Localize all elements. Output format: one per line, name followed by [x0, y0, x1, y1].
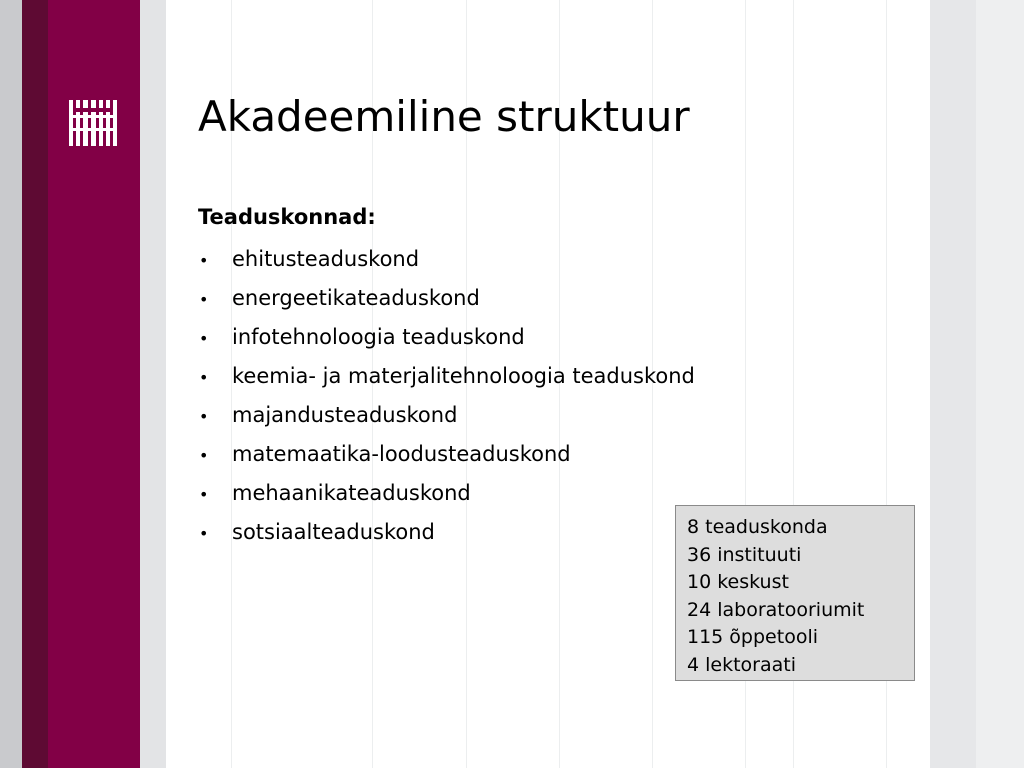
- left-light-band: [140, 0, 166, 768]
- faculty-name: majandusteaduskond: [232, 403, 458, 427]
- bullet-icon: •: [199, 368, 209, 387]
- summary-line: 10 keskust: [687, 571, 789, 593]
- bullet-icon: •: [199, 446, 209, 465]
- list-item: [198, 279, 695, 318]
- right-band-outer: [976, 0, 1024, 768]
- list-item: [198, 435, 695, 474]
- bullet-icon: •: [199, 290, 209, 309]
- summary-line: 24 laboratooriumit: [687, 598, 865, 621]
- bullet-icon: •: [199, 329, 209, 348]
- left-grey-band: [0, 0, 22, 768]
- summary-line: 115 õppetooli: [687, 626, 818, 648]
- bullet-icon: •: [199, 251, 209, 270]
- right-band-inner: [930, 0, 976, 768]
- faculty-list: [198, 240, 695, 552]
- slide-title: Akadeemiline struktuur: [198, 92, 690, 141]
- bullet-icon: •: [199, 524, 209, 543]
- list-item: [198, 396, 695, 435]
- list-item: [198, 318, 695, 357]
- summary-box: [675, 505, 915, 681]
- bullet-icon: •: [199, 485, 209, 504]
- summary-line: 8 teaduskonda: [687, 516, 828, 538]
- faculties-heading: Teaduskonnad:: [198, 205, 376, 229]
- bullet-icon: •: [199, 407, 209, 426]
- faculty-name: ehitusteaduskond: [232, 247, 420, 271]
- list-item: [198, 513, 695, 552]
- faculty-name: energeetikateaduskond: [232, 286, 480, 310]
- university-logo-icon: [69, 100, 117, 146]
- list-item: [198, 474, 695, 513]
- list-item: [198, 240, 695, 279]
- faculty-name: mehaanikateaduskond: [232, 481, 471, 505]
- list-item: [198, 357, 695, 396]
- faculty-name: keemia- ja materjalitehnoloogia teaduskond: [232, 364, 695, 388]
- faculty-name: matemaatika-loodusteaduskond: [232, 442, 571, 466]
- left-dark-band: [22, 0, 48, 768]
- faculty-name: sotsiaalteaduskond: [232, 520, 435, 544]
- faculty-name: infotehnoloogia teaduskond: [232, 325, 525, 349]
- summary-line: 36 instituuti: [687, 543, 802, 566]
- summary-line: 4 lektoraati: [687, 653, 796, 676]
